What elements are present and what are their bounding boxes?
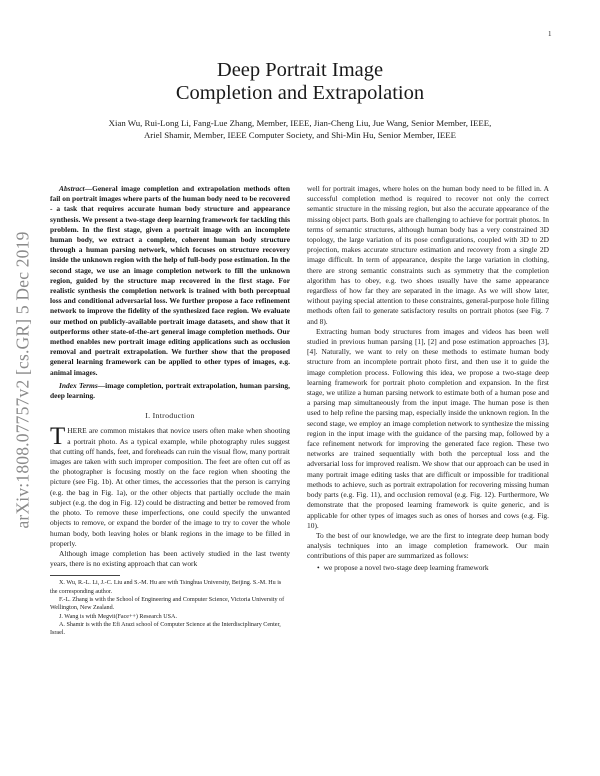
abstract-lead: Abstract — [59, 184, 85, 193]
arxiv-id: arXiv:1808.07757v2 [cs.GR] 5 Dec 2019 — [12, 231, 33, 529]
list-item: • we propose a novel two-stage deep learning framework — [317, 563, 549, 573]
right-column — [307, 184, 549, 573]
right-paragraph-3: To the best of our knowledge, we are the first to integrate deep human body analysis techniques into an image completion framework. Our main contributions of this paper are summarized as follows: — [307, 530, 549, 561]
arxiv-stamp — [6, 170, 40, 590]
footnote-rule — [50, 575, 120, 576]
authors-line1: Xian Wu, Rui-Long Li, Fang-Lue Zhang, Member, IEEE, Jian-Cheng Liu, Jue Wang, Senior Member, IEEE, — [108, 118, 492, 128]
paper-title-line1: Deep Portrait Image — [216, 59, 384, 81]
intro-p1-text: HERE are common mistakes that novice users often make when shooting a portrait photo. As a typical example, while photography rules suggest that cutting off hands, feet, and foreheads can ruin the visual flow, many portrait images are taken with such improper composition. The feet are often cut off as the photographer is focusing mostly on the face region when shooting the picture (see Fig. 1b). At other times, the accessories that the person is carrying (e.g. the bag in Fig. 1a), or the other objects that partially occlude the main subject (e.g. the dog in Fig. 12) could be distracting and better be removed from the photo. To remove these imperfections, one could specify the unwanted objects to remove, or expand the border of the image to try to cover the whole human body, both leaving holes or blank regions in the image to be filled in properly. — [50, 426, 290, 548]
footnote-4: A. Shamir is with the Efi Arazi school of Computer Science at the Interdisciplinary Center, Israel. — [50, 621, 281, 637]
right-paragraph-2: Extracting human body structures from images and videos has been well studied in previous human parsing [1], [2] and pose estimation approaches [3], [4]. Naturally, we want to rely on these methods to estimate human body structure from an incomplete portrait photo first, and then use it to guide the image completion process. Following this idea, we propose a two-stage deep learning framework for portrait photo completion and expansion. In the first stage, we utilize a human parsing network to estimate both of a human pose and a parsing map simultaneously from the input image. The human pose is then used to help refine the parsing map, especially inside the unknown region. In the second stage, we employ an image completion network to synthesize the missing region in the input image with the guidance of the parsing map, followed by a face refinement network for improving the generated face region. These two networks are trained sequentially with both the perceptual loss and the adversarial loss for improved realism. We show that our approach can be used in many portrait image editing tasks that are difficult or impossible for traditional methods to achieve, such as portrait extrapolation for recovering missing human body parts (e.g. Fig. 11), and occlusion removal (e.g. Fig. 12). Furthermore, We demonstrate that the proposed learning framework is quite generic, and is applicable for other types of images such as ones of horses and cows (e.g. Fig. 10). — [307, 326, 549, 530]
page-number: 1 — [548, 30, 552, 38]
drop-cap: T — [50, 423, 66, 451]
index-terms-lead: Index Terms — [59, 380, 98, 390]
footnote-3: J. Wang is with Megvii(Face++) Research USA. — [59, 613, 177, 620]
abstract — [50, 184, 290, 378]
left-column — [50, 184, 290, 637]
section-heading: I. Introduction — [145, 411, 195, 421]
contributions-list — [307, 563, 549, 573]
intro-paragraph-1 — [50, 423, 290, 548]
abstract-body: —General image completion and extrapolation methods often fail on portrait images where parts of the human body need to be recovered - a task that requires accurate human body structure and appearance synthesis. We present a two-stage deep learning framework for tackling this problem. In the first stage, given a portrait image with an incomplete human body, we extract a complete, coherent human body structure through a human parsing network, which focuses on structure recovery inside the unknown region with the help of full-body pose estimation. In the second stage, we use an image completion network to fill the unknown region, guided by the structure map recovered in the first stage. For realistic synthesis the completion network is trained with both perceptual loss and conditional adversarial loss. We further propose a face refinement network to improve the fidelity of the synthesized face region. We evaluate our method on publicly-available portrait image datasets, and show that it outperforms other state-of-the-art general image completion methods. Our method enables new portrait image editing applications such as occlusion removal and portrait extrapolation. We further show that the proposed general learning framework can be applied to other types of images, e.g. animal images. — [50, 184, 290, 377]
authors-line2: Ariel Shamir, Member, IEEE Computer Society, and Shi-Min Hu, Senior Member, IEEE — [143, 130, 457, 140]
footnote-2: F.-L. Zhang is with the School of Engineering and Computer Science, Victoria University of Wellington, New Zealand. — [50, 596, 285, 612]
intro-paragraph-2: Although image completion has been actively studied in the last twenty years, there is no existing approach that can work — [50, 548, 290, 569]
right-paragraph-1: well for portrait images, where holes on the human body need to be filled in. A successful completion method is required to recover not only the correct semantic structure in the missing region, but also the accurate appearance of the missing object parts. Both goals are challenging to achieve for portrait photos. In terms of semantic structures, although human body has a very constrained 3D topology, the large variation of its pose configurations, coupled with 3D to 2D projection, makes accurate structure estimation and recovery from a single 2D image difficult. In term of appearance, despite the large variation in clothing, there are strong semantic constraints such as symmetry that the completion algorithm has to obey, e.g. two shoes usually have the same appearance regardless of how far they are separated in the image. As we will show later, without paying special attention to these constraints, general-purpose hole filling methods often fail to generate satisfactory results on portrait photos (see Fig. 7 and 8). — [307, 184, 549, 326]
paper-title-line2: Completion and Extrapolation — [175, 82, 425, 104]
footnote-1: X. Wu, R.-L. Li, J.-C. Liu and S.-M. Hu are with Tsinghua University, Beijing. S.-M. Hu is the corresponding author. — [50, 580, 282, 595]
author-list — [0, 117, 600, 141]
index-terms-body: —image completion, portrait extrapolation, human parsing, deep learning. — [50, 380, 290, 401]
index-terms — [50, 381, 290, 401]
